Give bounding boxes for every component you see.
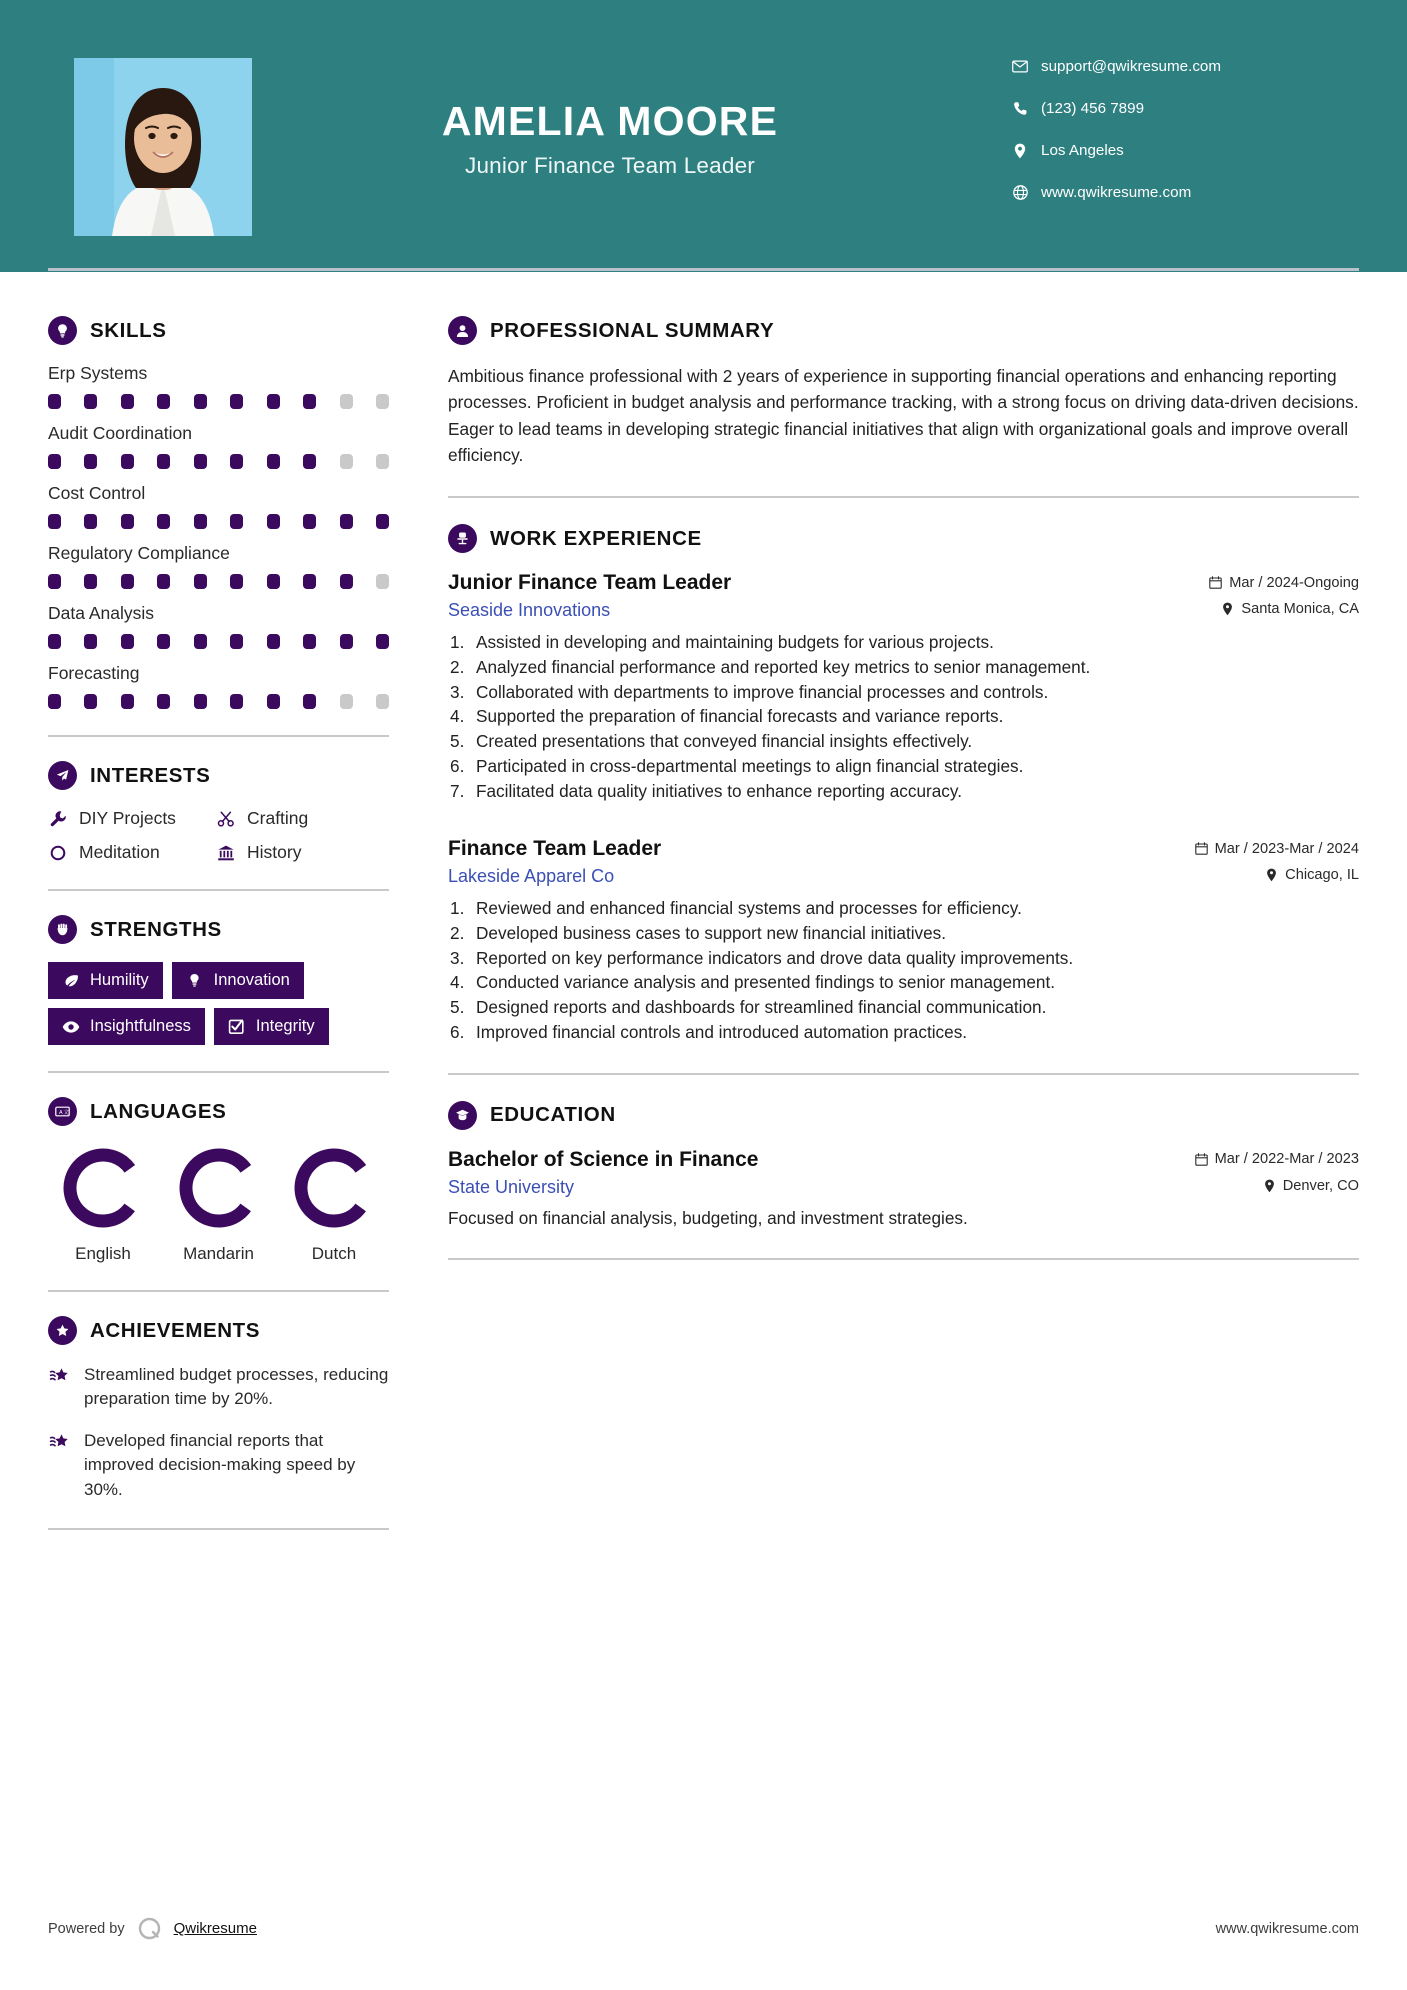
job-bullet: Supported the preparation of financial forecasts and variance reports. [476, 706, 1004, 727]
skill-dot-filled [194, 634, 207, 649]
education-header [448, 1148, 1359, 1172]
job-bullet: Collaborated with departments to improve financial processes and controls. [476, 681, 1049, 702]
envelope-icon [1012, 59, 1028, 75]
skill-item [48, 543, 392, 589]
calendar-icon [1195, 842, 1208, 856]
skill-dot-filled [340, 574, 353, 589]
strength-label: Insightfulness [90, 1017, 191, 1035]
section-strengths [48, 915, 392, 1045]
job-dates-text: Mar / 2023-Mar / 2024 [1214, 840, 1359, 857]
education-dates [1195, 1151, 1359, 1167]
skill-item [48, 603, 392, 649]
skill-item [48, 423, 392, 469]
skill-dot-filled [121, 514, 134, 529]
sidebar-divider-5 [48, 1528, 389, 1530]
skill-label: Cost Control [48, 483, 146, 503]
skill-dot-filled [230, 454, 243, 469]
footer-brand-link[interactable]: Qwikresume [173, 1920, 257, 1937]
job-bullet: Analyzed financial performance and reported key metrics to senior management. [476, 656, 1091, 677]
footer-powered-by: Powered by [48, 1920, 125, 1937]
contact-email[interactable] [1012, 50, 1312, 83]
skill-dot-filled [48, 634, 61, 649]
job-dates [1209, 575, 1359, 591]
skill-dot-filled [194, 514, 207, 529]
section-work-experience [448, 524, 1359, 1045]
skill-dot-filled [303, 394, 316, 409]
language-label: English [75, 1244, 131, 1263]
education-location [1263, 1178, 1359, 1194]
skill-dot-empty [340, 454, 353, 469]
location-pin-icon [1263, 1179, 1276, 1193]
bulb-icon [186, 972, 204, 990]
location-pin-icon [1221, 602, 1234, 616]
languages-list [48, 1144, 389, 1264]
education-subheader [448, 1177, 1359, 1198]
school-name: State University [448, 1176, 575, 1197]
leaf-icon [62, 972, 80, 990]
skills-list [48, 363, 392, 709]
skill-dot-filled [121, 574, 134, 589]
contact-location[interactable] [1012, 134, 1312, 167]
section-education [448, 1101, 1359, 1230]
job-company: Lakeside Apparel Co [448, 866, 615, 887]
contact-location-text: Los Angeles [1041, 142, 1124, 159]
language-progress-ring [175, 1144, 263, 1232]
job-bullet: Designed reports and dashboards for streamlined financial communication. [476, 997, 1047, 1018]
section-interests [48, 761, 392, 863]
skills-heading [48, 316, 392, 345]
skill-dot-empty [340, 694, 353, 709]
skill-dot-filled [157, 574, 170, 589]
strengths-list [48, 962, 392, 1045]
language-progress-ring [290, 1144, 378, 1232]
job-location [1221, 601, 1359, 617]
skill-dot-filled [267, 454, 280, 469]
identity-block [300, 100, 920, 179]
skill-dot-empty [376, 454, 389, 469]
skill-dot-empty [376, 394, 389, 409]
skill-dot-empty [376, 574, 389, 589]
job-header [448, 837, 1359, 861]
education-entry [448, 1148, 1359, 1230]
svg-text:文: 文 [63, 1110, 69, 1116]
award-star-icon [48, 1365, 72, 1389]
sidebar-divider-2 [48, 889, 389, 891]
skill-dot-filled [267, 694, 280, 709]
main-divider-1 [448, 496, 1359, 498]
location-pin-icon [1012, 143, 1028, 159]
skill-dot-filled [230, 394, 243, 409]
languages-title: LANGUAGES [90, 1099, 227, 1123]
job-bullet: Reviewed and enhanced financial systems and processes for efficiency. [476, 898, 1022, 919]
location-pin-icon [1265, 868, 1278, 882]
interests-grid [48, 808, 392, 863]
star-badge-icon [48, 1316, 77, 1345]
strength-chip-insightfulness [48, 1008, 205, 1045]
interest-item-diy-projects [48, 808, 216, 829]
job-bullets [448, 897, 1359, 1044]
strength-label: Integrity [255, 1017, 315, 1035]
job-title: Finance Team Leader [448, 837, 662, 861]
achievement-text: Developed financial reports that improved decision-making speed by 30%. [84, 1431, 356, 1499]
experience-job [448, 837, 1359, 1044]
job-bullet: Developed business cases to support new financial initiatives. [476, 923, 947, 943]
interest-label: History [247, 842, 302, 862]
interest-label: Meditation [79, 842, 160, 862]
skill-dot-filled [303, 574, 316, 589]
main-divider-3 [448, 1258, 1359, 1260]
language-item [48, 1144, 158, 1264]
job-subheader [448, 866, 1359, 887]
experience-heading [448, 524, 1359, 553]
calendar-icon [1209, 576, 1222, 590]
skill-label: Regulatory Compliance [48, 543, 230, 563]
main-divider-2 [448, 1073, 1359, 1075]
skill-dot-filled [157, 514, 170, 529]
contact-list [1012, 50, 1312, 218]
skill-dot-filled [121, 454, 134, 469]
resume-body [0, 272, 1407, 1554]
skill-dot-filled [157, 634, 170, 649]
desk-chair-icon [448, 524, 477, 553]
skill-dot-filled [303, 514, 316, 529]
experience-job [448, 571, 1359, 803]
candidate-name: AMELIA MOORE [441, 98, 779, 144]
skill-item [48, 663, 392, 709]
skill-label: Forecasting [48, 663, 140, 683]
fist-icon [48, 915, 77, 944]
job-location-text: Santa Monica, CA [1241, 601, 1359, 618]
header-divider [48, 268, 1359, 271]
sidebar-divider-4 [48, 1290, 389, 1292]
job-bullet: Created presentations that conveyed financial insights effectively. [476, 731, 973, 752]
lightbulb-icon [48, 316, 77, 345]
language-label: Dutch [311, 1244, 357, 1263]
skill-dot-filled [48, 394, 61, 409]
skill-dot-filled [376, 634, 389, 649]
skill-rating-dots [48, 634, 389, 649]
footer-left [48, 1915, 257, 1942]
candidate-role: Junior Finance Team Leader [465, 153, 755, 179]
skill-dot-filled [84, 574, 97, 589]
education-entries [448, 1148, 1359, 1230]
sidebar-divider-3 [48, 1071, 389, 1073]
languages-heading [48, 1097, 392, 1126]
bank-icon [216, 843, 236, 863]
achievements-list [48, 1363, 392, 1502]
experience-title: WORK EXPERIENCE [490, 526, 702, 550]
interest-item-meditation [48, 842, 216, 863]
skill-dot-filled [230, 634, 243, 649]
strength-chip-innovation [172, 962, 304, 999]
skill-dot-filled [157, 394, 170, 409]
section-professional-summary [448, 316, 1359, 468]
achievements-heading [48, 1316, 392, 1345]
language-item [164, 1144, 274, 1264]
skill-dot-filled [48, 694, 61, 709]
summary-text: Ambitious finance professional with 2 years of experience in supporting financial operations and enhancing reporting processes. Proficient in budget analysis and performance tracking, with a strong focus on driving data-driven decisions. Eager to lead teams in developing strategic financial initiatives that align with organizational goals and improve overall efficiency. [448, 366, 1359, 465]
skill-dot-empty [340, 394, 353, 409]
job-bullet: Conducted variance analysis and presented findings to senior management. [476, 972, 1056, 993]
skill-dot-filled [48, 514, 61, 529]
skill-dot-filled [230, 694, 243, 709]
footer [48, 1915, 1359, 1942]
skill-dot-filled [194, 574, 207, 589]
language-progress-ring [59, 1144, 147, 1232]
resume-header [0, 0, 1407, 272]
job-bullet: Improved financial controls and introduced automation practices. [476, 1021, 968, 1042]
svg-text:A: A [59, 1110, 63, 1116]
skill-item [48, 483, 392, 529]
skill-label: Audit Coordination [48, 423, 192, 443]
paper-plane-icon [48, 761, 77, 790]
skill-dot-filled [303, 694, 316, 709]
language-item [279, 1144, 389, 1264]
skill-dot-filled [267, 574, 280, 589]
interests-heading [48, 761, 392, 790]
strength-chip-humility [48, 962, 163, 999]
skill-dot-filled [157, 694, 170, 709]
job-bullet: Facilitated data quality initiatives to enhance reporting accuracy. [476, 780, 962, 801]
translate-icon [48, 1097, 77, 1126]
strength-label: Innovation [213, 971, 290, 989]
profile-photo-illustration [74, 58, 252, 236]
award-star-icon [48, 1431, 72, 1455]
skill-item [48, 363, 392, 409]
skill-dot-empty [376, 694, 389, 709]
strength-chip-integrity [214, 1008, 329, 1045]
strength-label: Humility [90, 971, 149, 989]
education-heading [448, 1101, 1359, 1130]
interest-label: Crafting [247, 808, 309, 828]
summary-heading [448, 316, 1359, 345]
qwikresume-logo-icon [136, 1915, 163, 1942]
skill-dot-filled [194, 694, 207, 709]
skill-dot-filled [48, 454, 61, 469]
skill-rating-dots [48, 514, 389, 529]
profile-photo [74, 58, 252, 236]
job-dates [1195, 841, 1359, 857]
achievements-title: ACHIEVEMENTS [90, 1318, 261, 1342]
achievement-text: Streamlined budget processes, reducing preparation time by 20%. [84, 1365, 389, 1409]
job-subheader [448, 600, 1359, 621]
skill-dot-filled [230, 514, 243, 529]
skill-label: Data Analysis [48, 603, 155, 623]
education-location-text: Denver, CO [1282, 1177, 1359, 1194]
interests-title: INTERESTS [90, 763, 211, 787]
sidebar [0, 272, 440, 1554]
contact-email-text: support@qwikresume.com [1041, 58, 1222, 75]
skill-dot-filled [194, 454, 207, 469]
job-bullet: Assisted in developing and maintaining budgets for various projects. [476, 632, 994, 653]
job-location [1265, 867, 1359, 883]
contact-website-text: www.qwikresume.com [1041, 184, 1192, 201]
skills-title: SKILLS [90, 318, 167, 342]
globe-icon [1012, 185, 1028, 201]
skill-dot-filled [340, 634, 353, 649]
sidebar-divider-1 [48, 735, 389, 737]
strengths-heading [48, 915, 392, 944]
check-square-icon [228, 1018, 246, 1036]
contact-website[interactable] [1012, 176, 1312, 209]
scissors-icon [216, 809, 236, 829]
skill-dot-filled [121, 634, 134, 649]
education-description: Focused on financial analysis, budgeting, and investment strategies. [448, 1207, 968, 1228]
calendar-icon [1195, 1152, 1208, 1166]
job-header [448, 571, 1359, 595]
strengths-title: STRENGTHS [90, 917, 222, 941]
skill-dot-filled [303, 634, 316, 649]
footer-website[interactable]: www.qwikresume.com [1215, 1920, 1359, 1937]
skill-dot-filled [340, 514, 353, 529]
skill-dot-filled [303, 454, 316, 469]
wrench-icon [48, 809, 68, 829]
job-title: Junior Finance Team Leader [448, 571, 732, 595]
contact-phone[interactable] [1012, 92, 1312, 125]
education-title: EDUCATION [490, 1103, 616, 1127]
circle-icon [48, 843, 68, 863]
interest-label: DIY Projects [79, 808, 176, 828]
skill-dot-filled [121, 394, 134, 409]
degree-title: Bachelor of Science in Finance [448, 1147, 759, 1171]
main-column [440, 272, 1407, 1554]
skill-dot-filled [84, 634, 97, 649]
skill-dot-filled [84, 454, 97, 469]
skill-label: Erp Systems [48, 363, 148, 383]
skill-dot-filled [230, 574, 243, 589]
language-label: Mandarin [183, 1244, 254, 1263]
job-dates-text: Mar / 2024-Ongoing [1229, 574, 1359, 591]
eye-icon [62, 1018, 80, 1036]
job-company: Seaside Innovations [448, 600, 611, 621]
phone-icon [1012, 101, 1028, 117]
skill-dot-filled [121, 694, 134, 709]
skill-dot-filled [84, 514, 97, 529]
job-bullet: Participated in cross-departmental meetings to align financial strategies. [476, 755, 1024, 776]
experience-jobs [448, 571, 1359, 1045]
skill-dot-filled [267, 634, 280, 649]
education-dates-text: Mar / 2022-Mar / 2023 [1214, 1151, 1359, 1168]
interest-item-crafting [216, 808, 392, 829]
skill-rating-dots [48, 394, 389, 409]
skill-dot-filled [84, 694, 97, 709]
job-bullets [448, 631, 1359, 803]
achievement-item [48, 1429, 392, 1501]
job-bullet: Reported on key performance indicators and drove data quality improvements. [476, 947, 1074, 968]
skill-rating-dots [48, 694, 389, 709]
skill-dot-filled [48, 574, 61, 589]
section-skills [48, 316, 392, 709]
interest-item-history [216, 842, 392, 863]
skill-dot-filled [84, 394, 97, 409]
job-location-text: Chicago, IL [1285, 867, 1359, 884]
contact-phone-text: (123) 456 7899 [1041, 100, 1145, 117]
achievement-item [48, 1363, 392, 1411]
skill-dot-filled [267, 514, 280, 529]
skill-dot-filled [157, 454, 170, 469]
section-languages [48, 1097, 392, 1264]
skill-rating-dots [48, 574, 389, 589]
skill-dot-filled [194, 394, 207, 409]
skill-rating-dots [48, 454, 389, 469]
graduate-circle-icon [448, 1101, 477, 1130]
skill-dot-filled [376, 514, 389, 529]
summary-title: PROFESSIONAL SUMMARY [490, 318, 775, 342]
skill-dot-filled [267, 394, 280, 409]
person-circle-icon [448, 316, 477, 345]
section-achievements [48, 1316, 392, 1502]
job-spacer [448, 811, 1359, 837]
